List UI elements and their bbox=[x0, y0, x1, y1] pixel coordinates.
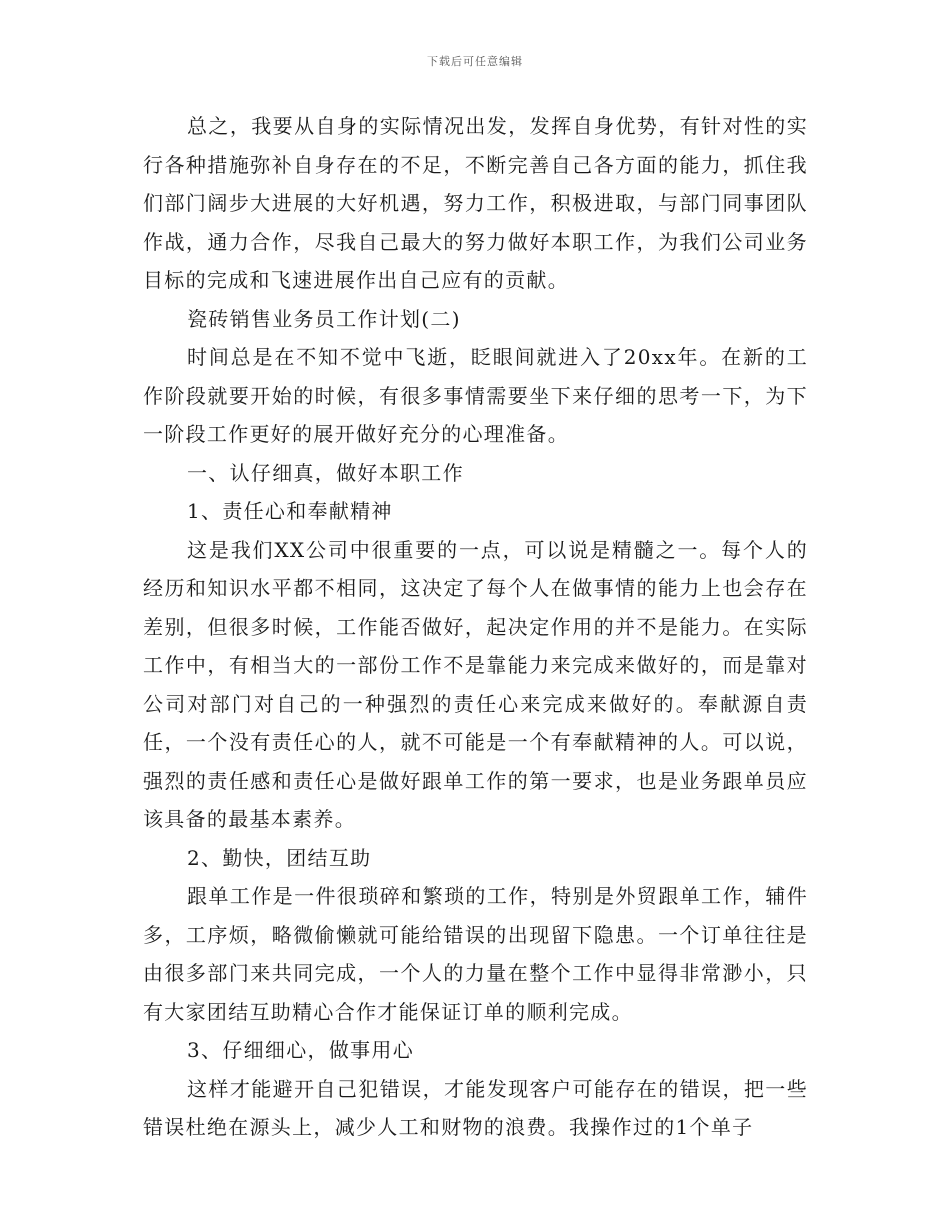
paragraph-responsibility: 这是我们XX公司中很重要的一点，可以说是精髓之一。每个人的经历和知识水平都不相同，这决定了每个人在做事情的能力上也会存在差别，但很多时候，工作能否做好，起决定作用的并不是能力。在实际工作中，有相当大的一部份工作不是靠能力来完成来做好的，而是靠对公司对部门对自己的一种强烈的责任心来完成来做好的。奉献源自责任，一个没有责任心的人，就不可能是一个有奉献精神的人。可以说，强烈的责任感和责任心是做好跟单工作的第一要求，也是业务跟单员应该具备的最基本素养。 bbox=[143, 537, 808, 831]
heading-diligence: 2、勤快，团结互助 bbox=[187, 845, 372, 870]
section-title: 瓷砖销售业务员工作计划(二) bbox=[187, 306, 461, 331]
heading-responsibility: 1、责任心和奉献精神 bbox=[187, 499, 393, 523]
paragraph-conclusion: 总之，我要从自身的实际情况出发，发挥自身优势，有针对性的实行各种措施弥补自身存在的不足，不断完善自己各方面的能力，抓住我们部门阔步大进展的大好机遇，努力工作，积极进取，与部门同事团队作战，通力合作，尽我自己最大的努力做好本职工作，为我们公司业务目标的完成和飞速进展作出自己应有的贡献。 bbox=[143, 114, 808, 292]
paragraph-diligence: 跟单工作是一件很琐碎和繁琐的工作，特别是外贸跟单工作，辅件多，工序烦，略微偷懒就可能给错误的出现留下隐患。一个订单往往是由很多部门来共同完成，一个人的力量在整个工作中显得非常渺小，只有大家团结互助精心合作才能保证订单的顺利完成。 bbox=[143, 884, 808, 1024]
document-body bbox=[143, 107, 808, 1147]
header-note: 下载后可任意编辑 bbox=[427, 55, 523, 68]
heading-level-1: 一、认仔细真，做好本职工作 bbox=[187, 460, 464, 485]
paragraph-carefulness: 这样才能避开自己犯错误，才能发现客户可能存在的错误，把一些错误杜绝在源头上，减少人工和财物的浪费。我操作过的1个单子 bbox=[143, 1076, 808, 1139]
heading-carefulness: 3、仔细细心，做事用心 bbox=[187, 1038, 415, 1062]
paragraph-intro: 时间总是在不知不觉中飞逝，眨眼间就进入了20xx年。在新的工作阶段就要开始的时候，有很多事情需要坐下来仔细的思考一下，为下一阶段工作更好的展开做好充分的心理准备。 bbox=[143, 345, 808, 446]
